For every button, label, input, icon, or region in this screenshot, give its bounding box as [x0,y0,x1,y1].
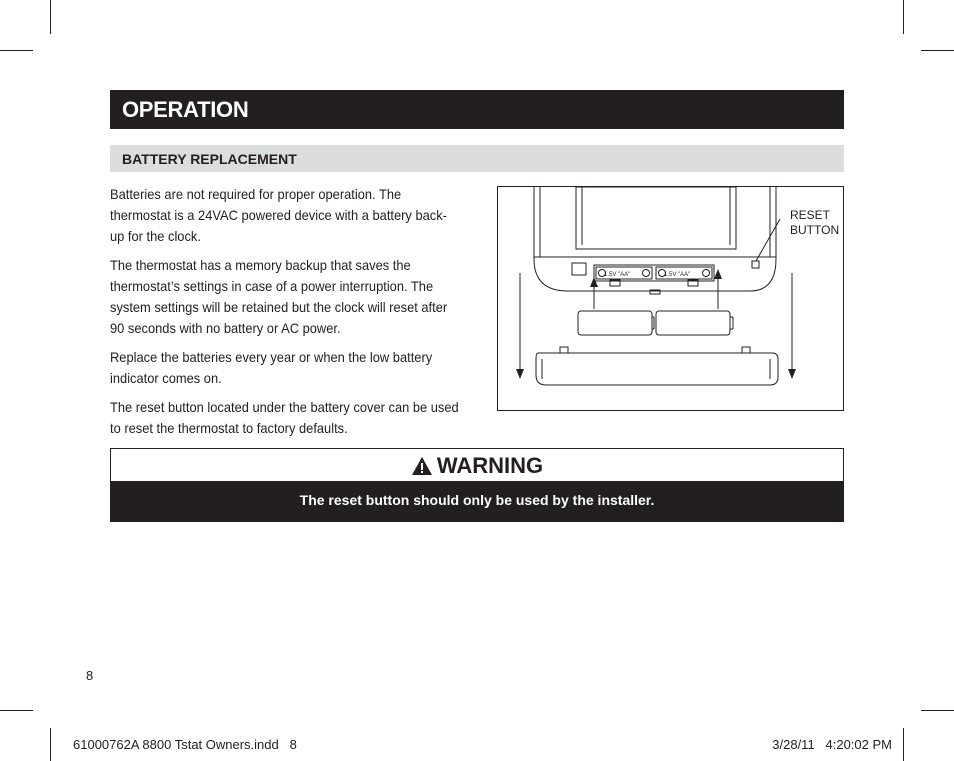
print-slug-date: 3/28/11 4:20:02 PM [772,737,892,752]
body-text [110,184,470,447]
paragraph: Batteries are not required for proper operation. The thermostat is a 24VAC powered device with a battery back-up for the clock. [110,186,447,244]
battery-label: 1.5V "AA" [664,272,691,278]
warning-box [110,448,844,522]
paragraph: The reset button located under the battery cover can be used to reset the thermostat to factory defaults. [110,399,459,436]
battery [656,311,730,335]
warning-heading [111,449,843,481]
battery [578,311,652,335]
crop-mark [921,710,954,711]
crop-mark [903,728,904,761]
reset-label: BUTTON [790,223,840,237]
battery-label: 1.5V "AA" [604,272,631,278]
crop-mark [50,728,51,761]
crop-mark [50,0,51,34]
crop-mark [903,0,904,34]
crop-mark [0,710,33,711]
thermostat-drawing [498,187,845,412]
warning-title: WARNING [436,453,544,478]
reset-button [752,261,759,268]
warning-message: The reset button should only be used by the installer. [111,481,843,521]
page-number: 8 [86,668,94,683]
crop-mark [0,50,33,51]
paragraph: The thermostat has a memory backup that saves the thermostat’s settings in case of a power interruption. The system settings will be retained but the clock will reset after 90 seconds with no battery or AC power. [110,257,448,336]
crop-mark [921,50,954,51]
battery-cover [536,353,778,385]
warning-triangle-icon [411,456,433,482]
thermostat-body [534,187,776,291]
print-slug-file: 61000762A 8800 Tstat Owners.indd 8 [73,737,297,752]
paragraph: Replace the batteries every year or when the low battery indicator comes on. [110,349,433,386]
subsection-title: BATTERY REPLACEMENT [110,145,844,172]
battery-replacement-illustration [497,186,844,411]
section-title: OPERATION [110,90,844,129]
display-window [576,187,736,249]
reset-label: RESET [790,208,831,222]
